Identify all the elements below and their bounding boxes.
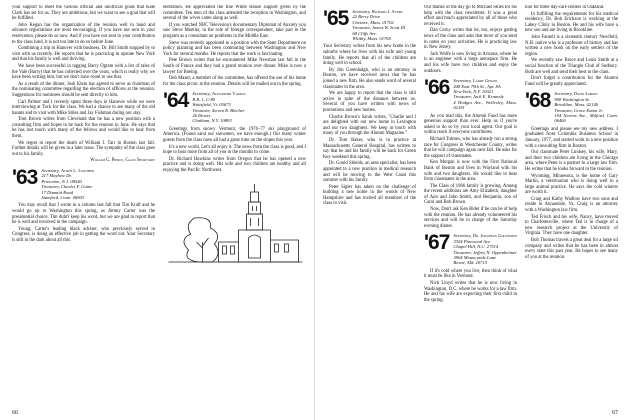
right-col3-text-a [525,5,618,87]
class-year-65: '65 [323,7,349,30]
class-officers-66: Secretary, Larry Geiger 448 East 79th St., Apt. 8A New York, N.Y. 10021 Treasurer, Jack E. Kennedy 4 Hodges Ave., Wellesley, Mass. 02181 [453,78,517,111]
paragraph: Dr. Gould Shields, an area specialist, has been appointed to a new position in medical research and will be moving to the West Coast this summer with his family. [323,161,416,184]
class-officers-67: Secretary, Dr. Jonathan Goldsmith 3304 Pinewood Ave. Chapel Hill, N.C. 27514 Treasurer, Jeffrey N. Oppenheimer 3804 Mouncyside Lane Bowie, Md. 20715 [453,233,517,266]
paragraph: We have been successful in tagging Barry Ogram with a list of tales of the Vale (Barry) that he has collected over the years, which is really why we have been writing him, but we don't have room to use that. [12,63,155,81]
paragraph: Your Secretary writes from his new home in the suburbs where he lives with his wife and young family. He reports that all of the children are doing well in school. [323,44,416,67]
right-page [314,0,628,420]
page-number-right: 67 [612,410,618,416]
class-year-66: '66 [424,76,450,100]
class-officers-68: Secretary, David Loring 908 Washington St. Brookline, Mass. 02146 Treasurer, Grove Eaton Jr. 194 Nevens Ave., Milford, Conn. 06460 [554,91,618,124]
paragraph: We recently saw Bruce and Louis Smith at a social function of the Triangle Club of Sudbury. Both are well and send their best to the class. [525,58,618,75]
paragraph: Greetings and please see my new address. I graduated from Columbia Business School in January, 1977, and started work in a new position with a consulting firm in Boston. [525,126,618,149]
paragraph: Peter Sigler has taken on the challenge of building a new home in the woods of New Hampshire and has invited all members of the class to visit. [323,184,416,207]
paragraph: You may recall that I wrote in a column last fall that Tim Kraft and he would go up to Washington this spring, as Jimmy Carter was the presidential choice. Tim didn't keep his word, but we are glad to report that he is well and involved in the campaign. [12,203,155,226]
right-col3-text-b [525,127,618,261]
secretary-name: David Loring [573,91,598,97]
left-col1-bottom-text [12,203,155,243]
class-officers-65: Secretary, Richard J. Avery 22 Berry Drive Chesnee, Mass. 01702 Treasurer, James W. Scott III 68 Cliffs Ave. Whitby, Mass. 01760 [352,9,406,42]
paragraph: We are happy to report that the class is still active in spite of the distance between us. Several of you have written with news of promotions and new homes. [323,91,416,113]
paragraph: Nick Lloyd writes that he is now living in Washington, D.C. where he works for a law firm. He and his wife are expecting their first child in the spring. [424,281,517,303]
class-secretary-signature: William C. Pierce, Class Secretary [90,158,155,164]
paragraph: Pete Brown writes that he encountered Mike Newman last fall in the South of France and they had a grand reunion over dinner. Mike is now a lawyer for Boeing. [163,58,306,75]
paragraph: Jack Wolfe is now living in Arizona, where he is an engineer with a large aerospace firm. He and his wife have two children and enjoy the outdoors. [424,51,517,74]
left-col1-top-text [12,5,155,81]
paragraph: Our thanks of the day go to Michael Stiles for his help with the class newsletter. It was a great effort and much appreciated by all of those who received it. [424,5,517,27]
secretary-name: Alexander Varkas [211,91,246,97]
class-heading-65 [323,9,416,41]
paragraph: By Jim Greenhalgh, who is an attorney in Boston, we have received news that he has joined a new firm. He also sends word of several classmates in the area. [323,67,416,90]
paragraph: Now, Don't ask Ken Rider if he can be of help with the reunion. He has already volunteered his services and will be in charge of the Saturday evening dinner. [424,207,517,229]
secretary-name: Larry Geiger [472,78,498,84]
right-col2-text-a [424,5,517,74]
class-officers-64: Secretary, Alexander Varkas R.R. 1, C-85 Waitsfield, Vt. 05673 Treasurer, Steven R. Blecher 26 Dexter Chatham, N.Y. 10893 [192,91,246,124]
paragraph: It's a new world. Let's all enjoy it. The news from the class is good, and I hope to hear more from all of you in the months to come. [163,144,306,156]
secretary-name: Alden L. Lowther [60,168,95,174]
church-steeple-illustration [163,178,306,266]
page-number-left: 66 [12,410,18,416]
left-col2-top-text [163,5,306,87]
paragraph: Tom Brown writes from Cleveland that he has a new position with a consulting firm and hopes to be back for the reunion in June. He says that he has lost touch with many of the fellows and would like to hear from them. [12,117,155,140]
paragraph: If you watched NBC Television's documentary Diplomat of Anxiety you saw Steve Moeller, in the role of foreign correspondent, take part in the program as a consultant on problems in the Middle East. [163,22,306,39]
right-column-3 [525,5,618,405]
secretary-name: Dr. Jonathan Goldsmith [472,233,517,239]
class-heading-66 [424,78,517,110]
paragraph: Dr. Richard Hawkins writes from Oregon that he has opened a new practice and is doing well. His wife and two children are healthy and all enjoying the Pacific Northwest. [163,156,306,173]
paragraph: Ken Morgan is now with the First National Bank of Boston and lives in Wayland with his wife and two daughters. He would like to hear from classmates in the area. [424,160,517,183]
class-year-64: '64 [163,89,189,113]
right-col2-text-c [424,269,517,304]
paragraph: As a result of the dinner, Josh Klein has agreed to serve as chairman of the nominating committee regarding the election of officers at the reunion. Suggestions for nominees should be sent directly to him. [12,81,155,98]
right-col1-text-b [323,115,416,208]
left-column-1 [12,5,155,405]
paragraph: If it's cold where you live, then think of what it must be like in Vermont. [424,268,517,280]
paragraph: Dan Cerny writes that he, too, enjoys getting news of the class and asks that more of you send in notes on your activities. He is practicing law in New Jersey. [424,28,517,51]
paragraph: Our classmate Peter Lindsey, his wife, Mary, and their two children are living in the Chicago area, where Peter is a partner in a large law firm. He writes that he looks forward to the reunion. [525,150,618,172]
paragraph: Carl Palmer and I recently spent three days in Hanover while we were interviewing at Tuck for the class. We had a chance to see many of the old haunts and to visit with Mike Stiles and Jay Fishman during our stay. [12,99,155,116]
right-col2-text-b [424,114,517,230]
class-year-68: '68 [525,89,551,113]
paragraph: Bob Thomas travels a great deal for a large oil company and writes that he has been in almost every state this past year. He hopes to see many of you at the reunion. [525,238,618,260]
paragraph: Ted Frisch and his wife, Nancy, have moved to Charlottesville, where Ted is in charge of a new research project at the University of Virginia. They have one daughter. [525,214,618,237]
paragraph: Young, Carter's leading black adviser, who previously served in Congress, is doing an effective job in getting the word out. Your Secretary is still in the dark about all this. [12,226,155,244]
class-heading-68 [525,91,618,123]
class-heading-67 [424,233,517,265]
paragraph: Steve was recently appointed to a position with the State Department on policy planning and has been commuting between Washington and New York for several months. He reports that the work is fascinating. [163,40,306,57]
class-year-63: '63 [12,166,38,190]
class-heading-63 [12,168,155,200]
paragraph: The Class of 1966 family is growing. Among the recent additions are Amy Elizabeth, daughter of Ann and John Smith, and Benjamin, son of Carol and Bob Brown. [424,183,517,206]
class-officers-63: Secretary, Alden L. Lowther 217 Mayhew Dr. Princeton, N.J. 08540 Treasurer, Charles F. Gaine 17 Dimmitt Road Stamford, Conn. 06903 [41,168,95,201]
paragraph: Don't forget a contribution for the Alumni Fund will be greatly appreciated. [525,76,618,87]
paragraph: Dr. Tom Baker, who is in practice at Massachusetts General Hospital, has written to say that he and his family will be back for Green Key weekend this spring. [323,137,416,160]
paragraph: In fulfilling the requirements for his medical residency, Dr. Bob Erickson is working at the Lahey Clinic in Boston. He and his wife have a new son and are living in Brookline. [525,11,618,34]
class-heading-64 [163,91,306,123]
right-col1-text-a [323,44,416,113]
right-column-2 [424,5,517,405]
paragraph: John Kegan has the organization of the reunion well in hand and advance registrations are most encouraging. If you have not sent in your reservation, please do so now. And if you have not sent in your contribution to the class fund, it is not too late to do so before June. [12,22,155,45]
paragraph: Deb Mazer, a member of the committee, has offered the use of his home for the class picnic at the reunion. Details will be mailed out in the spring. [163,76,306,87]
paragraph: Richard Tolmes, who has already run a strong race for Congress in Westchester County, writes that he will campaign again next fall. He asks for the support of classmates. [424,136,517,159]
paragraph: Combining a trip to Hanover with business, Dr. Bill Smith stopped by to visit with us recently. He reports that he is practicing in upstate New York and that his family is well and thriving. [12,46,155,63]
paragraph: As you read this, the Alumni Fund has more generous support than ever. Help us if you're asked to do so by your local agent. Our goal is within reach if everyone contributes. [424,113,517,136]
left-column-2 [163,5,306,405]
left-col2-bottom-text [163,127,306,174]
paragraph: tion for three day-care centers in Oakland. [525,5,605,10]
paragraph: We regret to report the death of William J. Tarr in Boston last fall. Further details will be given in a later issue. The sympathy of the class goes out to his family. [12,140,155,157]
left-col1-mid-text [12,82,155,158]
right-column-1 [323,5,416,405]
paragraph: elebration. He appreciated the fine White House support given by the committee. Ten men of the class attended the reception in Washington, and several of the wives came along as well. [163,5,306,22]
paragraph: Greetings from snowy Vermont, the 1976–77 ski playground of America. (Found sand our snowmen, we have enough.) Our many winter guests from the class have all had a great time on the slopes this year. [163,126,306,143]
paragraph: Wyoming, Minnesota, is the home of Gary Martin, a veterinarian who is doing well in a large animal practice. He says the cold winters are worth it. [525,173,618,196]
class-year-67: '67 [424,231,450,255]
secretary-name: Richard J. Avery [371,9,403,14]
paragraph: Charlie Brown's Sarah writes, "Charlie and I are delighted with our new home in Lexington and our two daughters. We keep in touch with many of you through the Alumni Magazine." [323,114,416,137]
paragraph: Craig and Kathy Wadlow have two sons and reside in Annandale, Va. Craig is an attorney with a Washington law firm. [525,196,618,214]
paragraph: John Farnell is a sixteenth century Newfield, N.H. native who is a professor of history and has written a new book on the early settlers of the region. [525,34,618,57]
paragraph: your support to meet the various official and unofficial goals that Kate Clark has set for us. They are ambitious, but we want to see a goal that will be fulfilled. [12,5,155,22]
